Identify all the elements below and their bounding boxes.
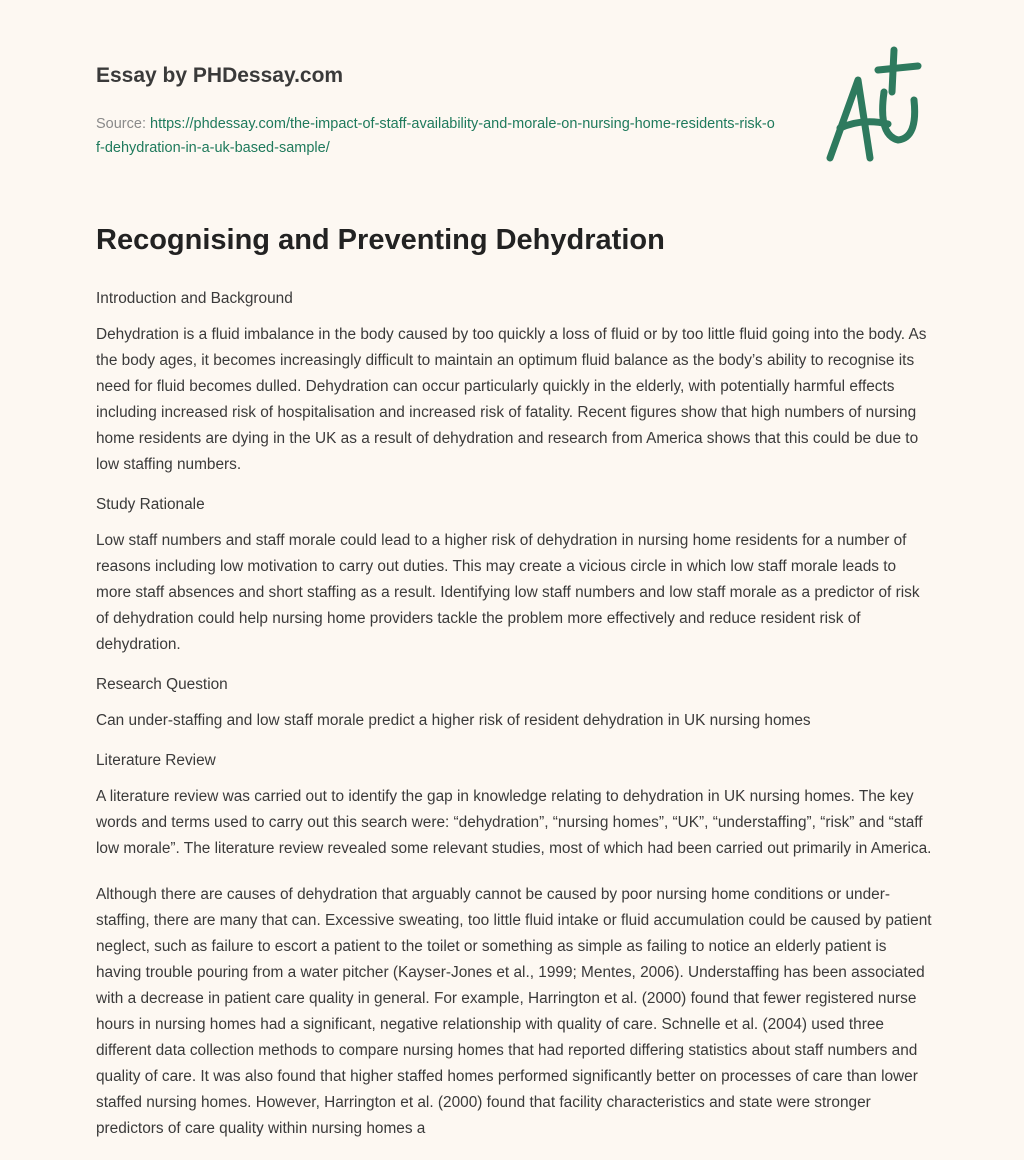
source-link[interactable]: https://phdessay.com/the-impact-of-staff-availability-and-morale-on-nursing-home-residents-risk-of-dehydration-in-a-uk-based-sample/ <box>96 116 775 156</box>
section-heading: Study Rationale <box>96 496 205 513</box>
source-line <box>96 112 776 160</box>
page-title: Recognising and Preventing Dehydration <box>96 224 665 256</box>
paragraph: A literature review was carried out to identify the gap in knowledge relating to dehydration in UK nursing homes. The key words and terms used to carry out this search were: “dehydration”, “nursing homes”, “UK”, “understaffing”, “risk” and “staff low morale”. The literature review revealed some relevant studies, most of which had been carried out primarily in America. <box>96 788 932 857</box>
source-label: Source: <box>96 116 150 132</box>
essay-body <box>96 286 932 1156</box>
paragraph: Dehydration is a fluid imbalance in the body caused by too quickly a loss of fluid or by too little fluid going into the body. As the body ages, it becomes increasingly difficult to maintain an optimum fluid balance as the body’s ability to recognise its need for fluid becomes dulled. Dehydration can occur particularly quickly in the elderly, with potentially harmful effects including increased risk of hospitalisation and increased risk of fatality. Recent figures show that high numbers of nursing home residents are dying in the UK as a result of dehydration and research from America shows that this could be due to low staffing numbers. <box>96 326 927 473</box>
paragraph: Although there are causes of dehydration that arguably cannot be caused by poor nursing home conditions or under-staffing, there are many that can. Excessive sweating, too little fluid intake or fluid accumulation could be caused by patient neglect, such as failure to escort a patient to the toilet or something as simple as failing to notice an elderly patient is having trouble pouring from a water pitcher (Kayser-Jones et al., 1999; Mentes, 2006). Understaffing has been associated with a decrease in patient care quality in general. For example, Harrington et al. (2000) found that fewer registered nurse hours in nursing homes had a significant, negative relationship with quality of care. Schnelle et al. (2004) used three different data collection methods to compare nursing homes that had reported differing statistics about staff numbers and quality of care. It was also found that higher staffed homes performed significantly better on processes of care than lower staffed nursing homes. However, Harrington et al. (2000) found that facility characteristics and state were stronger predictors of care quality within nursing homes a <box>96 886 932 1137</box>
section-heading: Introduction and Background <box>96 290 293 307</box>
site-brand: Essay by PHDessay.com <box>96 64 344 87</box>
a-plus-logo <box>818 40 928 165</box>
section-heading: Research Question <box>96 676 228 693</box>
section-heading: Literature Review <box>96 752 216 769</box>
paragraph: Can under-staffing and low staff morale predict a higher risk of resident dehydration in UK nursing homes <box>96 712 811 729</box>
paragraph: Low staff numbers and staff morale could lead to a higher risk of dehydration in nursing home residents for a number of reasons including low motivation to carry out duties. This may create a vicious circle in which low staff morale leads to more staff absences and short staffing as a result. Identifying low staff numbers and low staff morale as a predictor of risk of dehydration could help nursing home providers tackle the problem more effectively and reduce resident risk of dehydration. <box>96 532 920 653</box>
